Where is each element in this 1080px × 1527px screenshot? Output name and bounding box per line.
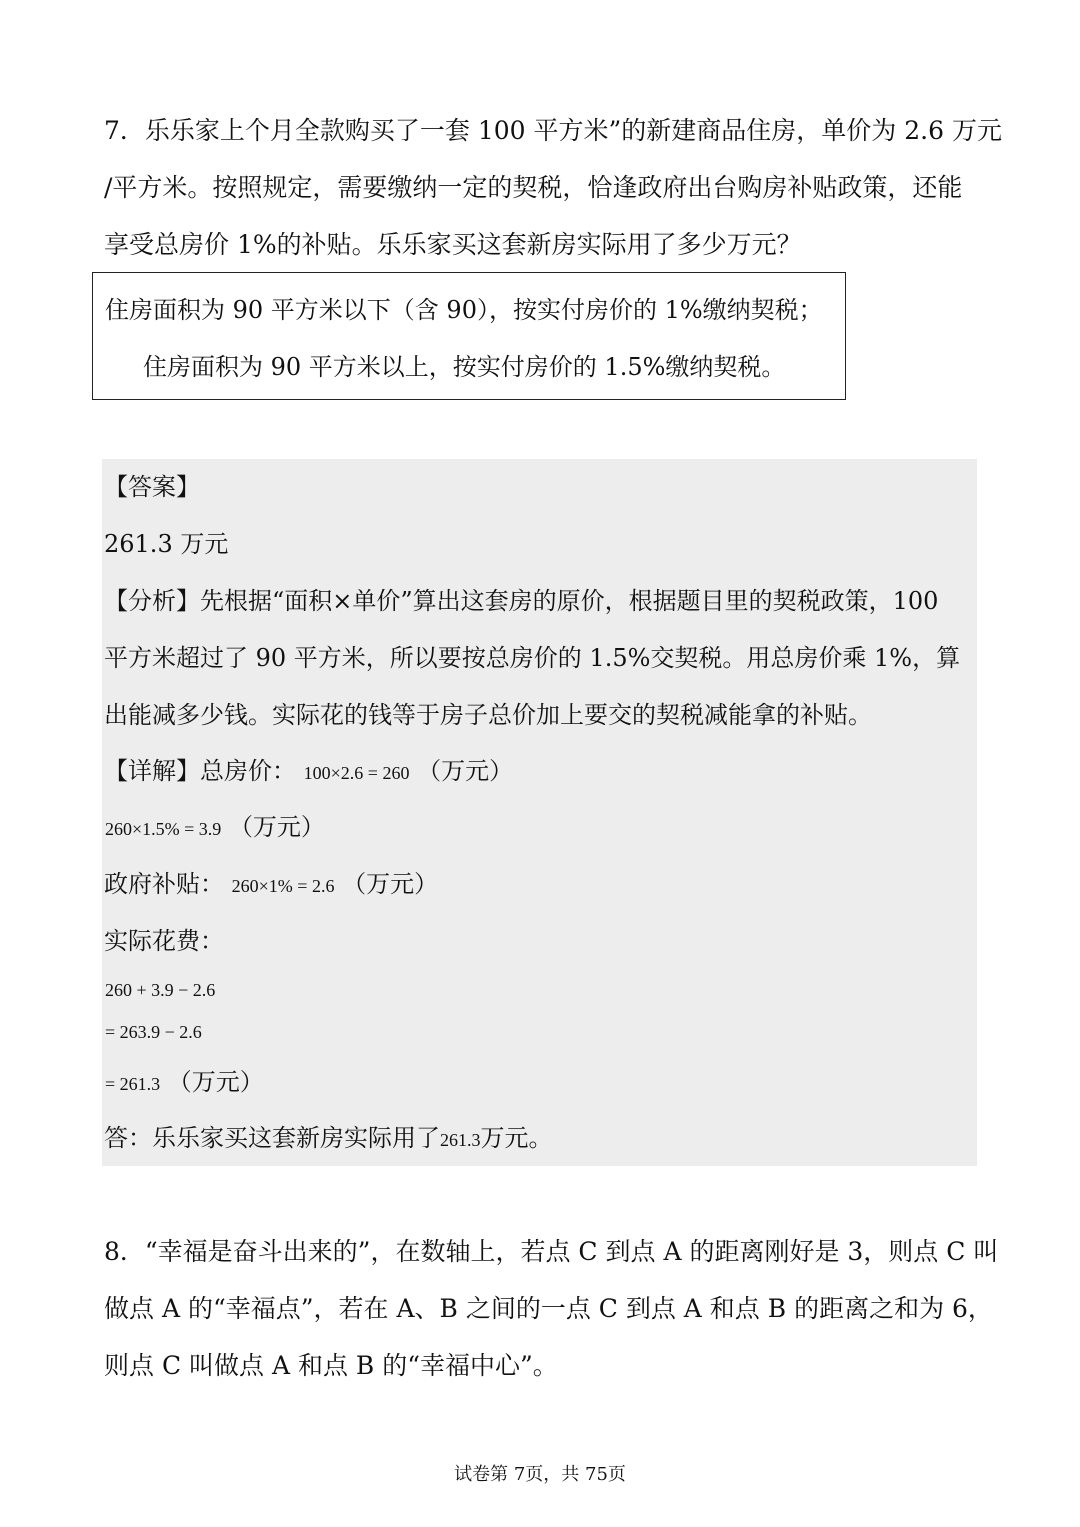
final-answer: [104, 1122, 553, 1156]
detail-unit: （万元）: [417, 757, 514, 785]
calc-step-3-formula: = 261.3: [105, 1074, 161, 1094]
answer-heading: 【答案】: [104, 473, 200, 501]
subsidy-formula: 260×1% = 2.6: [231, 876, 335, 896]
question-8-line-3: 则点 C 叫做点 A 和点 B 的“幸福中心”。: [104, 1351, 558, 1380]
question-8-line-2: 做点 A 的“幸福点”，若在 A、B 之间的一点 C 到点 A 和点 B 的距离之和为 6，: [104, 1294, 993, 1323]
detail-total-price: [104, 755, 513, 789]
final-answer-suffix: 万元。: [480, 1124, 553, 1152]
final-answer-value: 261.3: [440, 1130, 481, 1150]
question-8-line-1: 8．“幸福是奋斗出来的”，在数轴上，若点 C 到点 A 的距离刚好是 3，则点 C 叫: [104, 1237, 999, 1266]
tax-unit: （万元）: [228, 813, 325, 841]
question-7-line-1: 7．乐乐家上个月全款购买了一套 100 平方米”的新建商品住房，单价为 2.6 万元: [104, 116, 1002, 145]
detail-label: 【详解】总房价：: [104, 757, 296, 785]
tax-policy-line-2: 住房面积为 90 平方米以上，按实付房价的 1.5%缴纳契税。: [143, 353, 786, 381]
tax-policy-line-1: 住房面积为 90 平方米以下（含 90），按实付房价的 1%缴纳契税；: [105, 296, 823, 324]
calc-step-3: [105, 1066, 264, 1100]
final-answer-prefix: 答：乐乐家买这套新房实际用了: [104, 1124, 440, 1152]
question-7-line-3: 享受总房价 1%的补贴。乐乐家买这套新房实际用了多少万元？: [104, 230, 802, 259]
analysis-line-1: 【分析】先根据“面积×单价”算出这套房的原价，根据题目里的契税政策，100: [104, 587, 939, 615]
calc-step-2: = 263.9 − 2.6: [105, 1022, 202, 1042]
calc-step-3-unit: （万元）: [167, 1068, 264, 1096]
subsidy-unit: （万元）: [342, 870, 439, 898]
subsidy-calculation: [104, 868, 438, 902]
detail-formula: 100×2.6 = 260: [303, 763, 410, 783]
tax-policy-box: [92, 272, 846, 400]
actual-cost-label: 实际花费：: [104, 927, 224, 955]
answer-value: 261.3 万元: [104, 530, 229, 558]
subsidy-label: 政府补贴：: [104, 870, 224, 898]
calc-step-1: 260 + 3.9 − 2.6: [105, 980, 216, 1000]
tax-calculation: [105, 811, 325, 845]
page-footer: 试卷第 7页，共 75页: [454, 1464, 626, 1485]
analysis-line-2: 平方米超过了 90 平方米，所以要按总房价的 1.5%交契税。用总房价乘 1%，算: [104, 644, 961, 672]
question-7-line-2: /平方米。按照规定，需要缴纳一定的契税，恰逢政府出台购房补贴政策，还能: [104, 173, 963, 202]
analysis-line-3: 出能减多少钱。实际花的钱等于房子总价加上要交的契税减能拿的补贴。: [104, 701, 872, 729]
tax-formula: 260×1.5% = 3.9: [105, 819, 222, 839]
